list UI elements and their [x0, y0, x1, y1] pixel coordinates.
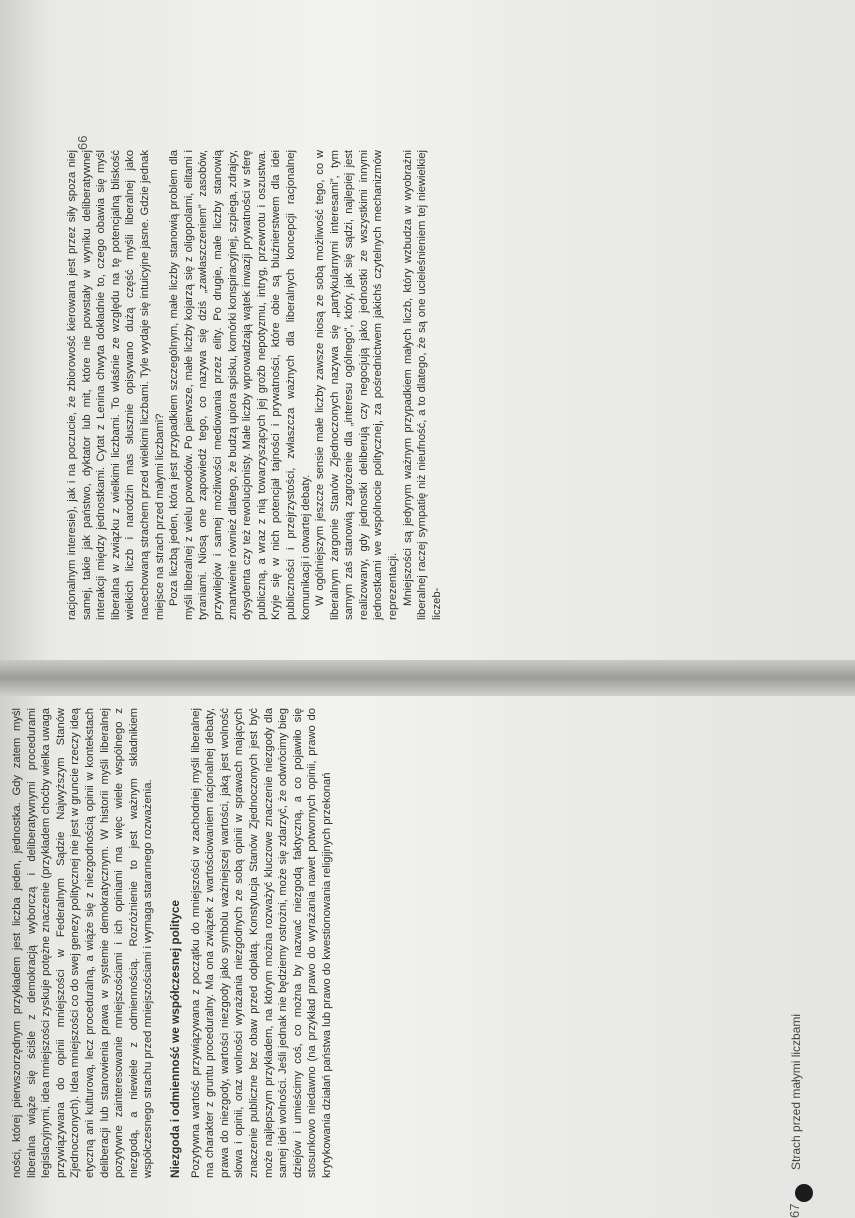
page-66	[0, 115, 855, 660]
paragraph: racjonalnym interesie), jak i na poczucie, że zbiorowość kierowana jest przez siły spoza niej samej, takie jak państwo, dyktator lub mit, które nie powstały w wyniku deliberatywnej interakcji między jednostkami. Cytat z Lenina chwyta dokładnie to, czego obawia się myśl liberalna w związku z wielkimi liczbami. To właśnie ze względu na tę potencjalną bliskość wielkich liczb i narodzin mas słusznie opisywano dużą część myśli liberalnej jako nacechowaną strachem przed wielkimi liczbami. Tyle wydaje się intuicyjne jasne. Gdzie jednak miejsce na strach przed małymi liczbami?	[66, 150, 166, 620]
paragraph: Poza liczbą jeden, która jest przypadkiem szczególnym, małe liczby stanowią problem dla myśli liberalnej z wielu powodów. Po pierwsze, małe liczby kojarzą się z oligopolami, elitami i tyraniami. Niosą one zapowiedź tego, co nazywa się dziś „zawłaszczeniem” zasobów, przywilejów i samej możliwości mediowania przez elity. Po drugie, małe liczby stanowią zmartwienie również dlatego, że budzą upiora spisku, komórki konspiracyjnej, szpiega, zdrajcy, dysydenta czy też rewolucjonisty. Małe liczby wprowadzają wątek inwazji prywatności w sferę publiczną, a wraz z nią towarzyszących jej groźb nepotyzmu, intryg, przewrotu i oszustwa. Kryje się w nich potencjał tajności i prywatności, które obie są bluźnierstwem dla idei publiczności i przejrzystości, zwłaszcza ważnych dla liberalnych koncepcji racjonalnej komunikacji i otwartej debaty.	[168, 150, 312, 620]
paragraph: Pozytywna wartość przywiązywana z początku do mniejszości w zachodniej myśli liberalnej ma charakter z gruntu proceduralny. Ma ona związek z wartościowaniem racjonalnej debaty, prawa do niezgody, wartości niezgody jako symbolu ważniejszej wartości, jaką jest wolność słowa i opinii, oraz wolności wyrażania niezgodnych ze sobą opinii w sprawach mających znaczenie publiczne bez obaw przed odpłatą. Konstytucja Stanów Zjednoczonych jest być może najlepszym przykładem, na którym można rozważyć kluczowe znaczenie niezgody dla samej idei wolności. Jeśli jednak nie będziemy ostrożni, może się zdarzyć, że odwrócimy bieg dziejów i umieścimy coś, co można by nazwać niezgodą faktyczną, a co pojawiło się stosunkowo niedawno (na przykład prawo do wyrażania nawet potwornych opinii, prawo do krytykowania działań państwa lub prawo do kwestionowania religijnych przekonań	[189, 708, 333, 1178]
page-number: 66	[75, 135, 90, 150]
page-number: 67	[787, 1203, 802, 1218]
paragraph: W ogólniejszym jeszcze sensie małe liczby zawsze niosą ze sobą możliwość tego, co w liberalnym żargonie Stanów Zjednoczonych nazywa się „partykularnymi interesami”, tym samym zaś stanowią zagrożenie dla „interesu ogólnego”, który, jak się sądzi, najlepiej jest realizowany, gdy jednostki deliberują czy negocjują jako jednostki ze wszystkimi innymi jednostkami we wspólnocie politycznej, za pośrednictwem jakichś czytelnych mechanizmów reprezentacji.	[314, 150, 400, 620]
paragraph: Mniejszości są jedynym ważnym przypadkiem małych liczb, który wzbudza w wyobraźni liberalnej raczej sympatię niż nieufność, a to dlatego, że są one ucieleśnieniem tej niewielkiej liczeb-	[401, 150, 443, 620]
chapter-bullet-icon	[795, 1184, 813, 1202]
book-gutter	[0, 660, 855, 696]
running-head: Strach przed małymi liczbami	[789, 1013, 803, 1170]
section-heading: Niezgoda i odmienność we współczesnej polityce	[167, 900, 182, 1178]
page-67	[0, 696, 855, 1218]
page-66-text	[65, 150, 444, 620]
page-67-text	[10, 708, 334, 1178]
paragraph: ności, której pierwszorzędnym przykładem jest liczba jeden, jednostka. Gdy zatem myśl liberalna wiąże się ściśle z demokracją wyborczą i deliberatywnymi procedurami legislacyjnymi, idea mniejszości zyskuje potężne znaczenie (przykładem choćby wielka uwaga przywiązywana do opinii mniejszości w Federalnym Sądzie Najwyższym Stanów Zjednoczonych). Idea mniejszości co do swej genezy politycznej nie jest w gruncie rzeczy ideą etyczną ani kulturową, lecz proceduralną, a wiąże się z niezgodnością opinii w kontekstach deliberacji lub stanowienia prawa w systemie demokratycznym. W historii myśli liberalnej pozytywne zainteresowanie mniejszościami i ich opiniami ma więc wiele wspólnego z niezgodą, a niewiele z odmiennością. Rozróżnienie to jest ważnym składnikiem współczesnego strachu przed mniejszościami i wymaga starannego rozważenia.	[11, 708, 155, 1178]
